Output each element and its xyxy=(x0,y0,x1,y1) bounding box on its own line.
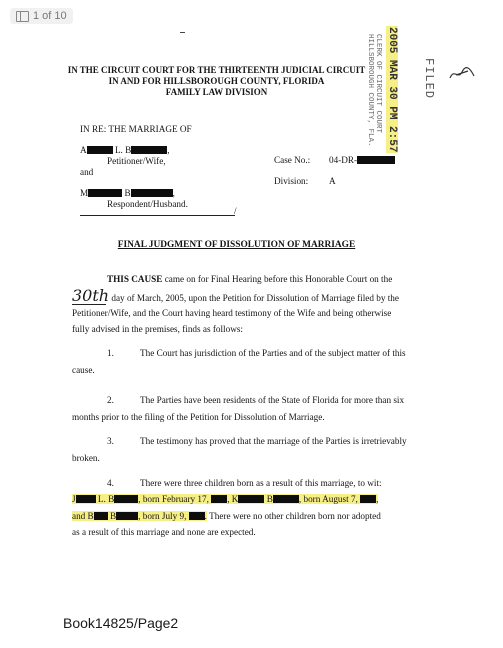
child-3-part-b: B xyxy=(110,511,117,521)
book-page-footer: Book14825/Page2 xyxy=(63,615,179,631)
child-3-part-d: . xyxy=(204,511,207,521)
item-4-children-line-1 xyxy=(72,494,378,505)
page-indicator-text: 1 of 10 xyxy=(33,10,67,22)
item-4-number: 4. xyxy=(107,478,114,488)
and-label: and xyxy=(80,167,94,177)
intro-bold: THIS CAUSE xyxy=(107,274,163,284)
handwritten-day: 30th xyxy=(72,286,110,305)
document-page xyxy=(44,28,474,608)
respondent-label: Respondent/Husband. xyxy=(107,199,188,209)
wife-name-part-c: B xyxy=(125,145,132,155)
petitioner-label: Petitioner/Wife, xyxy=(107,156,166,166)
item-4-last-line: as a result of this marriage and none are expected. xyxy=(72,527,256,537)
caption-underline xyxy=(80,215,235,216)
redaction xyxy=(273,495,299,503)
wife-comma: , xyxy=(167,145,170,155)
item-4-line-a: There were three children born as a result of this marriage, to wit: xyxy=(140,478,382,488)
caption-slash: / xyxy=(234,206,237,216)
court-line-2: IN AND FOR HILLSBOROUGH COUNTY, FLORIDA xyxy=(108,76,325,86)
item-1-line-b: cause. xyxy=(72,365,95,375)
item-1-line-a: The Court has jurisdiction of the Parties and of the subject matter of this xyxy=(140,348,406,358)
court-line-1: IN THE CIRCUIT COURT FOR THE THIRTEENTH JUDICIAL CIRCUIT xyxy=(67,65,366,75)
child-1-part-a: J xyxy=(72,494,76,504)
stamp-date-text: 2005 MAR 30 PM 2:57 xyxy=(386,27,398,153)
division-value: A xyxy=(329,176,336,186)
redaction xyxy=(360,494,379,504)
item-4-rest: There were no other children born nor adopted xyxy=(209,511,381,521)
redaction xyxy=(357,156,395,164)
stamp-filed-text: FILED xyxy=(422,58,436,100)
child-3-part-a: and B xyxy=(72,511,94,521)
redaction xyxy=(114,495,138,503)
husband-name-part-a: M xyxy=(80,188,89,198)
redaction xyxy=(94,512,108,520)
husband-name-part-b: B xyxy=(124,188,131,198)
court-line-3: FAMILY LAW DIVISION xyxy=(165,87,268,97)
page-thumbnails-icon xyxy=(16,11,29,22)
redaction xyxy=(238,495,264,503)
page-indicator[interactable] xyxy=(10,8,73,24)
intro-line-1 xyxy=(107,274,392,285)
intro-line-4: fully advised in the premises, finds as follows: xyxy=(72,324,243,334)
child-2-part-d: , xyxy=(376,494,379,504)
intro-rest: came on for Final Hearing before this Honorable Court on the xyxy=(162,274,393,284)
child-3-part-c: , born July 9, xyxy=(138,511,187,521)
item-1-number: 1. xyxy=(107,348,114,358)
intro-line-2 xyxy=(72,286,399,305)
intro-line-3: Petitioner/Wife, and the Court having heard testimony of the Wife and being otherwise xyxy=(72,308,392,318)
redaction xyxy=(211,495,227,503)
item-3-line-a: The testimony has proved that the marriage of the Parties is irretrievably xyxy=(140,436,407,446)
wife-name-part-b: L. xyxy=(114,145,123,155)
in-re-line: IN RE: THE MARRIAGE OF xyxy=(80,124,192,134)
judgment-title: FINAL JUDGMENT OF DISSOLUTION OF MARRIAGE xyxy=(117,240,356,250)
redaction xyxy=(87,146,113,154)
wife-name-part-a: A xyxy=(80,145,87,155)
child-2-part-b: B xyxy=(266,494,273,504)
item-3-line-b: broken. xyxy=(72,453,100,463)
item-2-number: 2. xyxy=(107,395,114,405)
case-no-text: 04-DR- xyxy=(329,155,358,165)
child-2-part-c: , born August 7, xyxy=(298,494,358,504)
redaction xyxy=(88,189,122,197)
redaction xyxy=(116,512,138,520)
item-3-number: 3. xyxy=(107,436,114,446)
child-3-highlight xyxy=(72,511,207,521)
division-label: Division: xyxy=(274,176,309,186)
child-1-highlight: J L. B , born February 17, , K B , born August 7, , xyxy=(72,494,379,504)
redaction xyxy=(131,189,173,197)
child-1-part-c: , born February 17, xyxy=(138,494,209,504)
case-no-label: Case No.: xyxy=(274,155,311,165)
redaction xyxy=(189,512,205,520)
item-2-line-a: The Parties have been residents of the State of Florida for more than six xyxy=(140,395,405,405)
wife-name-line xyxy=(80,145,170,156)
clerk-line1-text: CLERK OF CIRCUIT COURT xyxy=(374,34,382,134)
clerk-line2-text: HILLSBOROUGH COUNTY, FLA. xyxy=(366,34,374,147)
husband-name-line xyxy=(80,188,175,199)
child-1-part-b: L. B xyxy=(97,494,115,504)
item-2-line-b: months prior to the filing of the Petition for Dissolution of Marriage. xyxy=(72,412,325,422)
husband-comma: , xyxy=(172,188,175,198)
day-underline xyxy=(72,304,106,305)
intro-line-2-text: day of March, 2005, upon the Petition for Dissolution of Marriage filed by the xyxy=(111,293,399,303)
item-4-children-line-2 xyxy=(72,511,381,522)
case-no-value xyxy=(329,155,395,166)
redaction xyxy=(131,145,170,155)
child-2-part-a: K xyxy=(231,494,239,504)
redaction xyxy=(76,495,96,503)
